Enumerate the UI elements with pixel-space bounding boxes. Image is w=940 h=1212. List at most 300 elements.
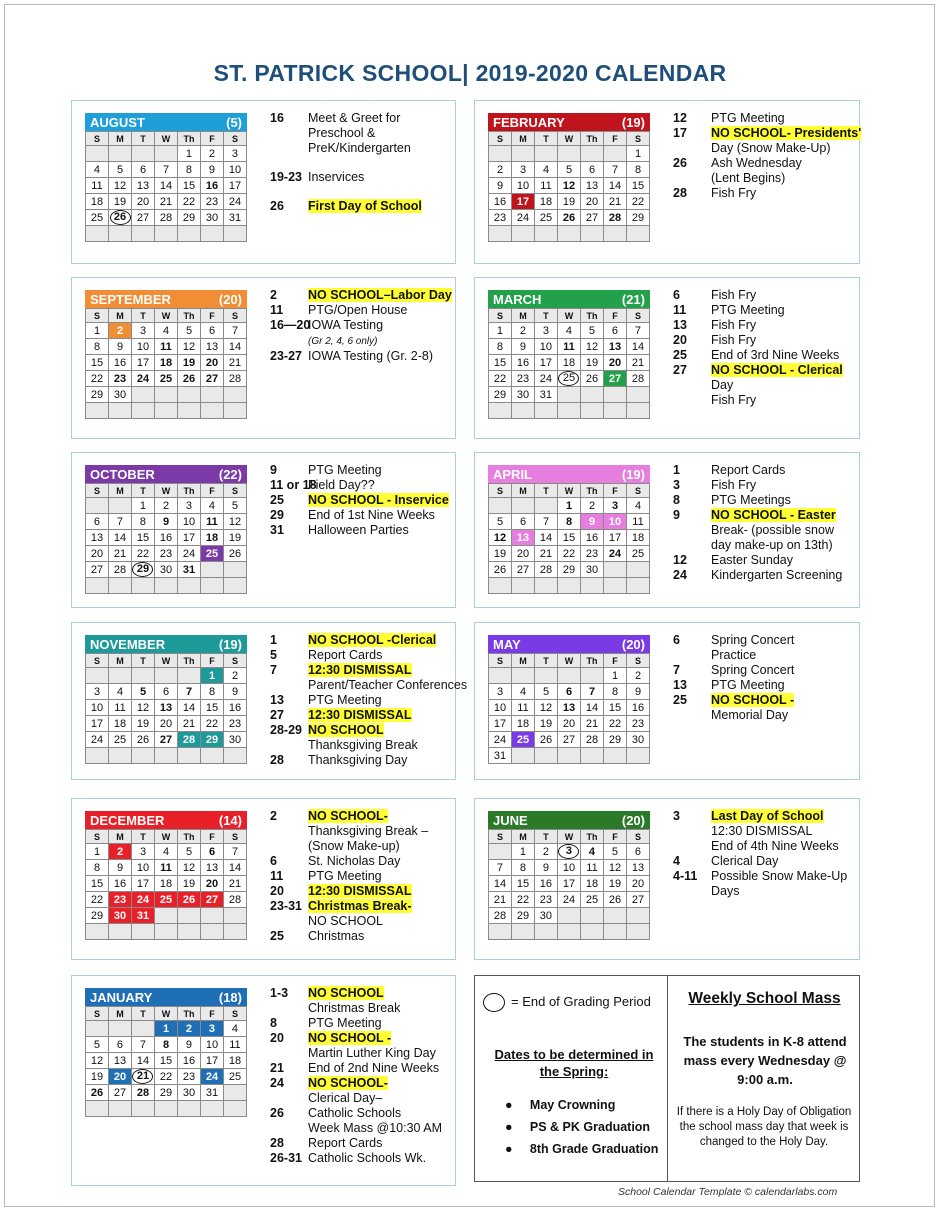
event-date: 16—20 bbox=[270, 318, 311, 332]
event-date: 9 bbox=[270, 463, 277, 477]
day-cell bbox=[535, 146, 558, 162]
day-cell: 24 bbox=[489, 732, 512, 748]
day-cell: 2 bbox=[534, 844, 557, 860]
day-cell: 28 bbox=[626, 371, 649, 387]
weekday-header: T bbox=[534, 830, 557, 844]
month-header bbox=[488, 113, 650, 131]
day-cell: 20 bbox=[86, 546, 109, 562]
month-header bbox=[85, 811, 247, 829]
day-cell: 8 bbox=[489, 339, 512, 355]
day-cell: 15 bbox=[201, 700, 224, 716]
day-cell: 19 bbox=[489, 546, 512, 562]
day-cell bbox=[178, 924, 201, 940]
event-date: 28 bbox=[270, 1136, 284, 1150]
event-text: Fish Fry bbox=[711, 478, 757, 492]
weekday-header: W bbox=[155, 1007, 178, 1021]
event-line bbox=[270, 1076, 470, 1091]
school-day-count: (22) bbox=[218, 466, 242, 482]
weekday-header: M bbox=[108, 484, 131, 498]
day-cell: 1 bbox=[489, 323, 512, 339]
month-grid bbox=[85, 483, 247, 594]
day-cell: 21 bbox=[581, 716, 604, 732]
day-cell bbox=[489, 498, 512, 514]
day-cell bbox=[155, 668, 178, 684]
event-line bbox=[673, 538, 873, 553]
day-cell bbox=[201, 387, 224, 403]
day-cell: 23 bbox=[511, 371, 534, 387]
day-cell: 19 bbox=[178, 355, 201, 371]
event-line bbox=[270, 1136, 470, 1151]
event-text: Fish Fry bbox=[711, 288, 757, 302]
event-line bbox=[270, 493, 470, 508]
month-events bbox=[673, 111, 873, 201]
day-cell: 10 bbox=[132, 860, 155, 876]
event-text: Fish Fry bbox=[711, 186, 757, 200]
day-cell bbox=[557, 403, 580, 419]
school-day-count: (19) bbox=[621, 114, 645, 130]
day-cell bbox=[201, 403, 224, 419]
event-text: NO SCHOOL- Presidents' bbox=[711, 126, 862, 140]
event-date: 2 bbox=[270, 809, 277, 823]
month-grid bbox=[488, 131, 650, 242]
day-cell: 16 bbox=[224, 700, 247, 716]
day-cell bbox=[512, 748, 535, 764]
weekday-header: Th bbox=[178, 654, 201, 668]
day-cell bbox=[581, 578, 604, 594]
event-text: Spring Concert bbox=[711, 633, 795, 647]
day-cell: 4 bbox=[155, 844, 178, 860]
month-events bbox=[270, 111, 470, 214]
weekday-header: S bbox=[86, 132, 109, 146]
day-cell: 8 bbox=[511, 860, 534, 876]
day-cell: 23 bbox=[627, 716, 650, 732]
day-cell: 29 bbox=[86, 387, 109, 403]
event-line bbox=[270, 1061, 470, 1076]
day-cell: 17 bbox=[132, 876, 155, 892]
day-cell bbox=[489, 578, 512, 594]
day-cell: 10 bbox=[534, 339, 557, 355]
day-cell: 5 bbox=[178, 844, 201, 860]
day-cell: 23 bbox=[178, 1069, 201, 1085]
day-cell: 17 bbox=[557, 876, 580, 892]
day-cell: 13 bbox=[155, 700, 178, 716]
day-cell: 26 bbox=[132, 732, 155, 748]
day-cell: 26 bbox=[603, 892, 626, 908]
day-cell: 20 bbox=[155, 716, 178, 732]
day-cell: 2 bbox=[224, 668, 247, 684]
event-text: NO SCHOOL - Easter bbox=[711, 508, 836, 522]
day-cell: 9 bbox=[489, 178, 512, 194]
month-events bbox=[673, 288, 873, 408]
event-date: 25 bbox=[270, 929, 284, 943]
day-cell bbox=[132, 668, 155, 684]
event-text: NO SCHOOL -Clerical bbox=[308, 633, 437, 647]
weekday-header: S bbox=[86, 830, 109, 844]
day-cell: 16 bbox=[489, 194, 512, 210]
event-date: 25 bbox=[673, 348, 687, 362]
event-line bbox=[673, 678, 873, 693]
day-cell: 3 bbox=[534, 323, 557, 339]
day-cell: 20 bbox=[201, 876, 224, 892]
day-cell: 11 bbox=[155, 860, 178, 876]
day-cell: 28 bbox=[155, 210, 178, 226]
day-cell: 7 bbox=[131, 1037, 154, 1053]
day-cell: 8 bbox=[201, 684, 224, 700]
day-cell bbox=[155, 748, 178, 764]
weekday-header: S bbox=[626, 309, 649, 323]
month-name: SEPTEMBER bbox=[90, 291, 171, 307]
day-cell: 1 bbox=[155, 1021, 178, 1037]
day-cell: 18 bbox=[627, 530, 650, 546]
weekday-header: Th bbox=[178, 1007, 201, 1021]
day-cell bbox=[626, 387, 649, 403]
month-events bbox=[673, 463, 873, 583]
event-date: 21 bbox=[270, 1061, 284, 1075]
event-date: 6 bbox=[270, 854, 277, 868]
day-cell: 14 bbox=[108, 530, 131, 546]
day-cell: 8 bbox=[604, 684, 627, 700]
event-date: 23-31 bbox=[270, 899, 302, 913]
event-text: NO SCHOOL - bbox=[308, 1031, 392, 1045]
day-cell: 15 bbox=[131, 530, 154, 546]
day-cell: 9 bbox=[200, 162, 223, 178]
day-cell: 21 bbox=[108, 546, 131, 562]
month-events bbox=[270, 463, 470, 538]
event-text: PTG Meetings bbox=[711, 493, 791, 507]
day-cell: 19 bbox=[132, 716, 155, 732]
event-text: day make-up on 13th) bbox=[711, 538, 833, 552]
day-cell: 25 bbox=[557, 371, 580, 387]
event-text: St. Nicholas Day bbox=[308, 854, 401, 868]
event-line bbox=[270, 126, 470, 141]
day-cell: 7 bbox=[224, 844, 247, 860]
month-grid bbox=[85, 308, 247, 419]
weekday-header: F bbox=[201, 309, 224, 323]
day-cell bbox=[131, 578, 154, 594]
event-line bbox=[270, 508, 470, 523]
day-cell bbox=[512, 668, 535, 684]
day-cell: 27 bbox=[108, 1085, 131, 1101]
event-line bbox=[270, 648, 470, 663]
day-cell: 6 bbox=[512, 514, 535, 530]
day-cell bbox=[86, 403, 109, 419]
event-line bbox=[673, 363, 873, 378]
day-cell: 20 bbox=[603, 355, 626, 371]
school-day-count: (20) bbox=[621, 636, 645, 652]
day-cell bbox=[604, 226, 627, 242]
event-line bbox=[673, 663, 873, 678]
day-cell: 13 bbox=[201, 339, 224, 355]
day-cell: 1 bbox=[178, 146, 201, 162]
day-cell bbox=[558, 226, 581, 242]
day-cell bbox=[178, 748, 201, 764]
day-cell: 13 bbox=[512, 530, 535, 546]
day-cell: 25 bbox=[86, 210, 109, 226]
day-cell: 30 bbox=[109, 908, 132, 924]
day-cell: 29 bbox=[178, 210, 201, 226]
day-cell: 10 bbox=[557, 860, 580, 876]
month-header bbox=[85, 988, 247, 1006]
event-line bbox=[270, 929, 470, 944]
day-cell: 13 bbox=[603, 339, 626, 355]
event-line bbox=[673, 288, 873, 303]
day-cell: 12 bbox=[132, 700, 155, 716]
event-line bbox=[673, 348, 873, 363]
day-cell: 30 bbox=[109, 387, 132, 403]
weekday-header: M bbox=[108, 1007, 131, 1021]
day-cell bbox=[86, 668, 109, 684]
month-events bbox=[270, 633, 470, 768]
day-cell: 4 bbox=[581, 844, 604, 860]
day-cell: 25 bbox=[155, 892, 178, 908]
day-cell bbox=[627, 226, 650, 242]
event-text: PTG Meeting bbox=[711, 111, 785, 125]
day-cell bbox=[581, 226, 604, 242]
weekday-header: T bbox=[131, 484, 154, 498]
day-cell: 17 bbox=[86, 716, 109, 732]
day-cell: 3 bbox=[132, 844, 155, 860]
event-text: PreK/Kindergarten bbox=[308, 141, 411, 155]
day-cell: 15 bbox=[86, 355, 109, 371]
month-grid bbox=[488, 483, 650, 594]
month-grid bbox=[85, 1006, 247, 1117]
month-events bbox=[673, 633, 873, 723]
event-text: Break- (possible snow bbox=[711, 523, 834, 537]
day-cell: 18 bbox=[512, 716, 535, 732]
day-cell: 30 bbox=[534, 908, 557, 924]
event-text: Clerical Day– bbox=[308, 1091, 383, 1105]
weekday-header: S bbox=[223, 1007, 246, 1021]
event-text: (Gr 2, 4, 6 only) bbox=[308, 336, 378, 347]
day-cell bbox=[581, 387, 604, 403]
event-date: 12 bbox=[673, 553, 687, 567]
day-cell: 12 bbox=[108, 178, 131, 194]
day-cell: 10 bbox=[604, 514, 627, 530]
weekday-header: M bbox=[512, 484, 535, 498]
day-cell bbox=[224, 908, 247, 924]
month-header bbox=[488, 290, 650, 308]
day-cell bbox=[108, 578, 131, 594]
day-cell: 4 bbox=[200, 498, 223, 514]
weekday-header: F bbox=[201, 830, 224, 844]
day-cell bbox=[511, 924, 534, 940]
weekday-header: F bbox=[603, 830, 626, 844]
month-panel-january bbox=[71, 975, 456, 1186]
event-date: 13 bbox=[270, 693, 284, 707]
day-cell bbox=[534, 403, 557, 419]
day-cell: 30 bbox=[155, 562, 178, 578]
day-cell: 7 bbox=[604, 162, 627, 178]
event-line bbox=[673, 693, 873, 708]
day-cell bbox=[108, 498, 131, 514]
day-cell: 27 bbox=[201, 371, 224, 387]
month-grid bbox=[85, 653, 247, 764]
day-cell: 24 bbox=[132, 371, 155, 387]
day-cell: 30 bbox=[627, 732, 650, 748]
month-name: AUGUST bbox=[90, 114, 145, 130]
day-cell: 16 bbox=[511, 355, 534, 371]
event-date: 20 bbox=[270, 884, 284, 898]
day-cell bbox=[224, 387, 247, 403]
day-cell: 18 bbox=[200, 530, 223, 546]
event-line bbox=[270, 914, 470, 929]
month-panel-march bbox=[474, 277, 860, 439]
day-cell bbox=[581, 403, 604, 419]
day-cell: 13 bbox=[86, 530, 109, 546]
event-date: 20 bbox=[673, 333, 687, 347]
month-header bbox=[488, 465, 650, 483]
day-cell: 11 bbox=[557, 339, 580, 355]
event-line bbox=[673, 824, 873, 839]
day-cell: 1 bbox=[131, 498, 154, 514]
weekday-header: S bbox=[86, 654, 109, 668]
day-cell bbox=[108, 1021, 131, 1037]
weekday-header: Th bbox=[178, 309, 201, 323]
day-cell: 11 bbox=[223, 1037, 246, 1053]
day-cell: 27 bbox=[132, 210, 155, 226]
mass-note: If there is a Holy Day of Obligation the school mass day that week is changed to the Holy Day. bbox=[676, 1106, 852, 1148]
day-cell: 18 bbox=[109, 716, 132, 732]
event-line bbox=[270, 986, 470, 1001]
event-text: End of 4th Nine Weeks bbox=[711, 839, 839, 853]
day-cell bbox=[86, 748, 109, 764]
day-cell: 22 bbox=[558, 546, 581, 562]
day-cell bbox=[489, 226, 512, 242]
day-cell bbox=[200, 562, 223, 578]
day-cell: 3 bbox=[489, 684, 512, 700]
day-cell: 20 bbox=[512, 546, 535, 562]
month-panel-october bbox=[71, 452, 456, 608]
day-cell: 19 bbox=[178, 876, 201, 892]
event-text: 12:30 DISMISSAL bbox=[308, 708, 412, 722]
day-cell: 28 bbox=[178, 732, 201, 748]
day-cell: 10 bbox=[512, 178, 535, 194]
event-text: Report Cards bbox=[308, 1136, 383, 1150]
day-cell bbox=[109, 748, 132, 764]
event-line bbox=[270, 1121, 470, 1136]
day-cell: 6 bbox=[108, 1037, 131, 1053]
day-cell bbox=[86, 578, 109, 594]
day-cell: 3 bbox=[86, 684, 109, 700]
day-cell: 4 bbox=[535, 162, 558, 178]
event-text: Martin Luther King Day bbox=[308, 1046, 436, 1060]
weekday-header: S bbox=[224, 654, 247, 668]
event-text: Fish Fry bbox=[711, 393, 757, 407]
event-text: Inservices bbox=[308, 170, 365, 184]
event-text: NO SCHOOL - Inservice bbox=[308, 493, 449, 507]
event-text: Christmas bbox=[308, 929, 365, 943]
weekday-header: S bbox=[224, 309, 247, 323]
day-cell: 17 bbox=[223, 178, 246, 194]
month-panel-august bbox=[71, 100, 456, 264]
event-date: 20 bbox=[270, 1031, 284, 1045]
day-cell: 20 bbox=[558, 716, 581, 732]
weekday-header: W bbox=[155, 132, 178, 146]
event-date: 6 bbox=[673, 633, 680, 647]
event-text: Thanksgiving Day bbox=[308, 753, 408, 767]
event-text: NO SCHOOL - bbox=[711, 693, 795, 707]
day-cell: 26 bbox=[489, 562, 512, 578]
day-cell: 3 bbox=[132, 323, 155, 339]
day-cell: 10 bbox=[86, 700, 109, 716]
day-cell: 10 bbox=[200, 1037, 223, 1053]
event-date: 24 bbox=[673, 568, 687, 582]
month-name: APRIL bbox=[493, 466, 532, 482]
event-line bbox=[673, 141, 873, 156]
event-line bbox=[270, 523, 470, 538]
day-cell: 4 bbox=[557, 323, 580, 339]
weekday-header: W bbox=[155, 309, 178, 323]
weekday-header: T bbox=[132, 654, 155, 668]
day-cell: 29 bbox=[558, 562, 581, 578]
month-panel-february bbox=[474, 100, 860, 264]
day-cell bbox=[109, 403, 132, 419]
day-cell: 23 bbox=[534, 892, 557, 908]
day-cell: 11 bbox=[155, 339, 178, 355]
day-cell: 24 bbox=[178, 546, 201, 562]
month-header bbox=[488, 635, 650, 653]
event-line bbox=[673, 156, 873, 171]
day-cell: 9 bbox=[511, 339, 534, 355]
day-cell bbox=[132, 403, 155, 419]
event-text: NO SCHOOL- bbox=[308, 809, 388, 823]
event-line bbox=[270, 303, 470, 318]
day-cell bbox=[603, 387, 626, 403]
day-cell bbox=[108, 146, 131, 162]
day-cell: 5 bbox=[223, 498, 246, 514]
day-cell bbox=[155, 578, 178, 594]
event-line bbox=[673, 303, 873, 318]
day-cell: 15 bbox=[178, 178, 201, 194]
weekday-header: W bbox=[558, 654, 581, 668]
day-cell: 16 bbox=[627, 700, 650, 716]
event-line bbox=[270, 463, 470, 478]
day-cell bbox=[178, 908, 201, 924]
day-cell bbox=[108, 226, 131, 242]
day-cell: 4 bbox=[86, 162, 109, 178]
school-day-count: (19) bbox=[621, 466, 645, 482]
weekday-header: W bbox=[155, 830, 178, 844]
day-cell: 1 bbox=[201, 668, 224, 684]
day-cell: 21 bbox=[535, 546, 558, 562]
month-grid bbox=[85, 131, 247, 242]
day-cell: 26 bbox=[581, 371, 604, 387]
event-line bbox=[673, 869, 873, 884]
day-cell bbox=[627, 562, 650, 578]
day-cell: 14 bbox=[581, 700, 604, 716]
event-date: 8 bbox=[270, 1016, 277, 1030]
event-text: Thanksgiving Break – bbox=[308, 824, 429, 838]
day-cell: 3 bbox=[178, 498, 201, 514]
event-line bbox=[270, 824, 470, 839]
event-text: Ash Wednesday bbox=[711, 156, 802, 170]
event-text: End of 2nd Nine Weeks bbox=[308, 1061, 440, 1075]
event-text: PTG Meeting bbox=[308, 463, 382, 477]
weekday-header: T bbox=[534, 309, 557, 323]
event-date: 8 bbox=[673, 493, 680, 507]
day-cell: 15 bbox=[86, 876, 109, 892]
event-text: PTG Meeting bbox=[308, 1016, 382, 1030]
day-cell: 14 bbox=[626, 339, 649, 355]
month-name: JUNE bbox=[493, 812, 528, 828]
month-name: NOVEMBER bbox=[90, 636, 166, 652]
day-cell bbox=[626, 908, 649, 924]
event-line bbox=[673, 809, 873, 824]
weekday-header: M bbox=[109, 830, 132, 844]
day-cell: 29 bbox=[86, 908, 109, 924]
weekday-header: S bbox=[86, 484, 109, 498]
day-cell: 18 bbox=[223, 1053, 246, 1069]
